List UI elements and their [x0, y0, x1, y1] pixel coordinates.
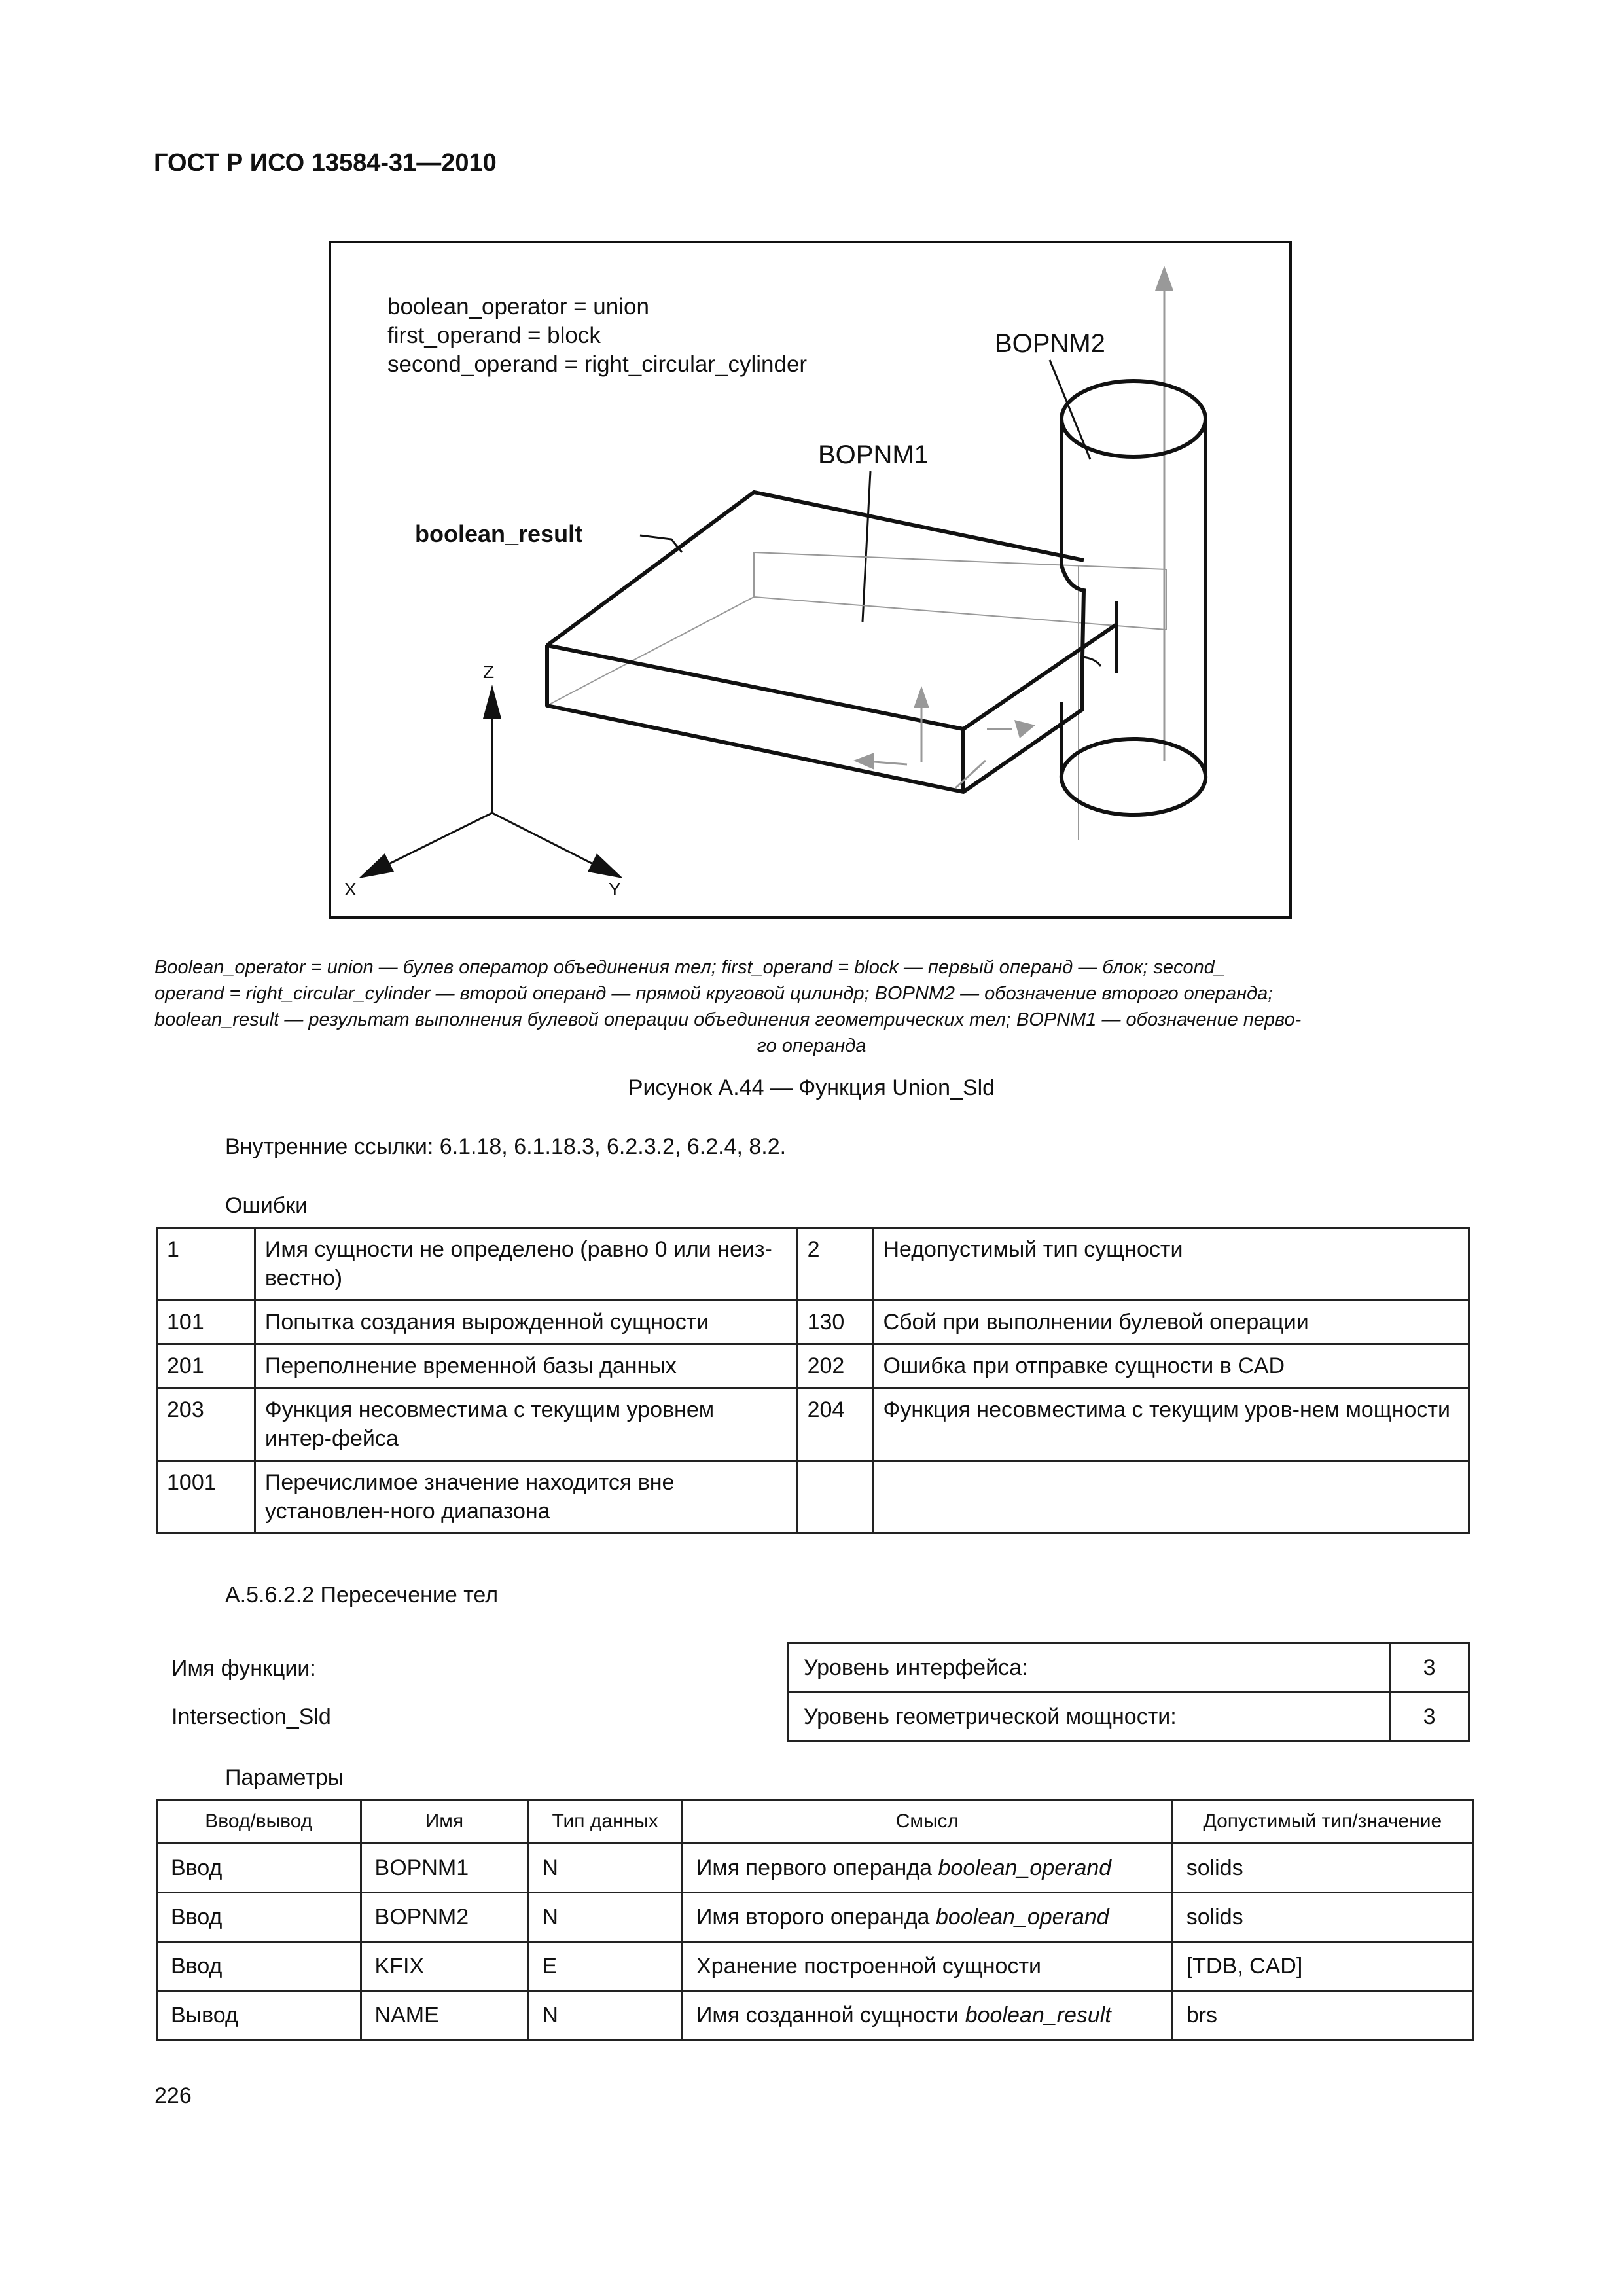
level-value: 3	[1390, 1693, 1469, 1742]
function-name-value: Intersection_Sld	[171, 1704, 331, 1729]
error-text: Попытка создания вырожденной сущности	[255, 1300, 797, 1344]
caption-line-1: Boolean_operator = union — булев оператор объединения тел; first_operand = block — первый операнд — блок; second_	[154, 957, 1225, 978]
error-code: 1	[157, 1228, 255, 1300]
annotation-line-1: boolean_operator = union	[387, 294, 649, 319]
table-row	[157, 1344, 1469, 1388]
error-code: 130	[797, 1300, 873, 1344]
error-code: 203	[157, 1388, 255, 1461]
column-header: Смысл	[682, 1800, 1172, 1844]
error-text	[873, 1461, 1469, 1534]
error-code: 202	[797, 1344, 873, 1388]
table-row	[789, 1693, 1469, 1742]
table-row	[157, 1893, 1473, 1942]
param-meaning-text: Имя первого операнда	[696, 1856, 933, 1880]
error-text: Функция несовместима с текущим уровнем интер-фейса	[255, 1388, 797, 1461]
section-title: А.5.6.2.2 Пересечение тел	[225, 1583, 499, 1607]
annotation-line-2: first_operand = block	[387, 323, 601, 348]
params-title: Параметры	[225, 1765, 344, 1790]
table-row	[157, 1388, 1469, 1461]
error-text: Ошибка при отправке сущности в CAD	[873, 1344, 1469, 1388]
param-type: N	[528, 1844, 683, 1893]
param-meaning	[682, 1991, 1172, 2040]
table-row	[157, 1300, 1469, 1344]
column-header: Ввод/вывод	[157, 1800, 361, 1844]
cylinder-solid	[1061, 381, 1205, 815]
union-figure	[331, 243, 1289, 916]
errors-title: Ошибки	[225, 1193, 308, 1218]
param-meaning-text: Имя созданной сущности	[696, 2003, 959, 2028]
error-text: Недопустимый тип сущности	[873, 1228, 1469, 1300]
label-bopnm2: BOPNM2	[995, 329, 1105, 358]
level-value: 3	[1390, 1643, 1469, 1693]
param-type: N	[528, 1893, 683, 1942]
document-header: ГОСТ Р ИСО 13584-31—2010	[154, 149, 497, 177]
error-code: 101	[157, 1300, 255, 1344]
figure-frame	[329, 241, 1292, 919]
error-code: 201	[157, 1344, 255, 1388]
error-code: 2	[797, 1228, 873, 1300]
page-number: 226	[154, 2083, 192, 2108]
error-text: Сбой при выполнении булевой операции	[873, 1300, 1469, 1344]
param-allowed: solids	[1172, 1844, 1472, 1893]
error-code	[797, 1461, 873, 1534]
param-name: BOPNM2	[361, 1893, 528, 1942]
internal-references: Внутренние ссылки: 6.1.18, 6.1.18.3, 6.2.3.2, 6.2.4, 8.2.	[225, 1134, 787, 1159]
level-label: Уровень геометрической мощности:	[789, 1693, 1390, 1742]
error-text: Переполнение временной базы данных	[255, 1344, 797, 1388]
function-name-label: Имя функции:	[171, 1656, 316, 1681]
level-label: Уровень интерфейса:	[789, 1643, 1390, 1693]
param-name: BOPNM1	[361, 1844, 528, 1893]
param-type: N	[528, 1991, 683, 2040]
table-row	[789, 1643, 1469, 1693]
param-io: Ввод	[157, 1844, 361, 1893]
axis-label-y: Y	[609, 879, 621, 899]
leader-bopnm1	[863, 471, 870, 622]
param-meaning	[682, 1893, 1172, 1942]
figure-caption	[154, 954, 1469, 1059]
table-row	[157, 1228, 1469, 1300]
param-meaning	[682, 1942, 1172, 1991]
param-name: NAME	[361, 1991, 528, 2040]
errors-table	[156, 1227, 1470, 1534]
param-meaning-term: boolean_operand	[935, 1905, 1109, 1929]
table-row	[157, 1942, 1473, 1991]
label-bopnm1: BOPNM1	[818, 440, 929, 469]
param-meaning-term: boolean_result	[965, 2003, 1111, 2028]
cylinder-axis-arrow	[1155, 266, 1173, 291]
label-boolean-result: boolean_result	[415, 520, 583, 547]
param-allowed: brs	[1172, 1991, 1472, 2040]
param-meaning-text: Хранение построенной сущности	[696, 1954, 1042, 1979]
error-text: Перечислимое значение находится вне установлен-ного диапазона	[255, 1461, 797, 1534]
block-vectors	[853, 686, 1035, 788]
column-header: Допустимый тип/значение	[1172, 1800, 1472, 1844]
axis-label-x: X	[344, 879, 357, 899]
param-allowed: [TDB, CAD]	[1172, 1942, 1472, 1991]
param-allowed: solids	[1172, 1893, 1472, 1942]
error-code: 204	[797, 1388, 873, 1461]
param-meaning-text: Имя второго операнда	[696, 1905, 930, 1929]
param-meaning-term: boolean_operand	[938, 1856, 1112, 1880]
block-solid	[547, 492, 1116, 792]
param-io: Вывод	[157, 1991, 361, 2040]
param-type: E	[528, 1942, 683, 1991]
param-io: Ввод	[157, 1893, 361, 1942]
column-header: Тип данных	[528, 1800, 683, 1844]
table-row	[157, 1461, 1469, 1534]
caption-line-3: boolean_result — результат выполнения булевой операции объединения геометрических тел; BOPNM1 — обозначение перво-	[154, 1009, 1302, 1030]
column-header: Имя	[361, 1800, 528, 1844]
caption-line-2: operand = right_circular_cylinder — второй операнд — прямой круговой цилиндр; BOPNM2 — обозначение второго операнда;	[154, 983, 1274, 1004]
param-name: KFIX	[361, 1942, 528, 1991]
caption-line-4: го операнда	[757, 1035, 866, 1056]
axis-label-z: Z	[483, 662, 495, 682]
figure-title: Рисунок А.44 — Функция Union_Sld	[628, 1075, 995, 1100]
table-header-row	[157, 1800, 1473, 1844]
error-text: Имя сущности не определено (равно 0 или неиз-вестно)	[255, 1228, 797, 1300]
table-row	[157, 1844, 1473, 1893]
levels-table	[787, 1642, 1470, 1742]
annotation-line-3: second_operand = right_circular_cylinder	[387, 351, 808, 377]
error-text: Функция несовместима с текущим уров-нем мощности	[873, 1388, 1469, 1461]
table-row	[157, 1991, 1473, 2040]
param-meaning	[682, 1844, 1172, 1893]
params-table	[156, 1799, 1474, 2041]
error-code: 1001	[157, 1461, 255, 1534]
param-io: Ввод	[157, 1942, 361, 1991]
